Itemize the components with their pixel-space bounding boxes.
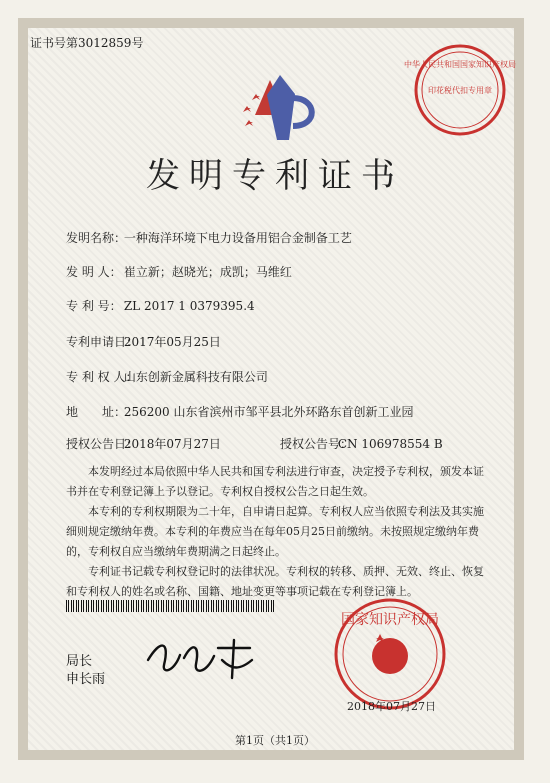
field-value: 崔立新；赵晓光；成凯；马维红 (123, 265, 292, 279)
signature-icon (140, 630, 260, 685)
seal-top-inner-text: 印花税代扣专用章 (428, 86, 492, 95)
field-patent-number (66, 297, 255, 314)
field-key: 专 利 权 人： (66, 370, 138, 384)
body-paragraph: 本专利的专利权期限为二十年，自申请日起算。专利权人应当依照专利法及其实施细则规定缴纳年费。本专利的年费应当在每年05月25日前缴纳。未按照规定缴纳年费的，专利权自应当缴纳年费期满之日起终止。 (66, 505, 484, 558)
barcode (66, 600, 276, 612)
field-key: 专利申请日： (66, 335, 139, 349)
page-footer: 第1页（共1页） (235, 734, 315, 747)
director-title: 局长 (66, 654, 93, 669)
field-key: 地 址： (66, 405, 127, 419)
certificate-number: 证书号第3012859号 (30, 36, 144, 50)
field-value: 2017年05月25日 (123, 335, 221, 349)
field-invention-name (66, 229, 352, 246)
field-value: 山东创新金属科技有限公司 (123, 370, 268, 384)
field-key: 授权公告号： (280, 437, 353, 451)
field-value: 256200 山东省滨州市邹平县北外环路东首创新工业园 (123, 405, 414, 419)
seal-date: 2018年07月27日 (347, 700, 436, 713)
tax-seal-top (404, 40, 516, 140)
seal-top-text: 中华人民共和国国家知识产权局 (404, 60, 516, 69)
field-inventors (66, 263, 292, 280)
field-value: CN 106978554 B (337, 437, 443, 451)
field-key: 授权公告日： (66, 437, 139, 451)
grant-date (66, 435, 221, 452)
field-value: ZL 2017 1 0379395.4 (123, 299, 255, 313)
field-key: 专 利 号： (66, 299, 122, 313)
certificate-body (66, 462, 486, 602)
seal-bottom-text: 国家知识产权局 (341, 612, 439, 628)
field-value: 一种海洋环境下电力设备用铝合金制备工艺 (123, 231, 352, 245)
field-value: 2018年07月27日 (123, 437, 221, 451)
page-title: 发明专利证书 (146, 156, 404, 196)
field-application-date (66, 333, 221, 350)
official-seal-bottom (330, 594, 450, 714)
field-key: 发 明 人： (66, 265, 122, 279)
cnipa-logo-icon (235, 70, 325, 145)
body-paragraph: 本发明经过本局依照中华人民共和国专利法进行审查，决定授予专利权，颁发本证书并在专利登记簿上予以登记。专利权自授权公告之日起生效。 (66, 465, 484, 498)
field-key: 发明名称： (66, 231, 127, 245)
field-address (66, 403, 413, 420)
field-patentee (66, 368, 268, 385)
director-name: 申长雨 (66, 672, 106, 687)
body-paragraph: 专利证书记载专利权登记时的法律状况。专利权的转移、质押、无效、终止、恢复和专利权人的姓名或名称、国籍、地址变更等事项记载在专利登记簿上。 (66, 565, 484, 598)
grant-number (280, 435, 443, 452)
